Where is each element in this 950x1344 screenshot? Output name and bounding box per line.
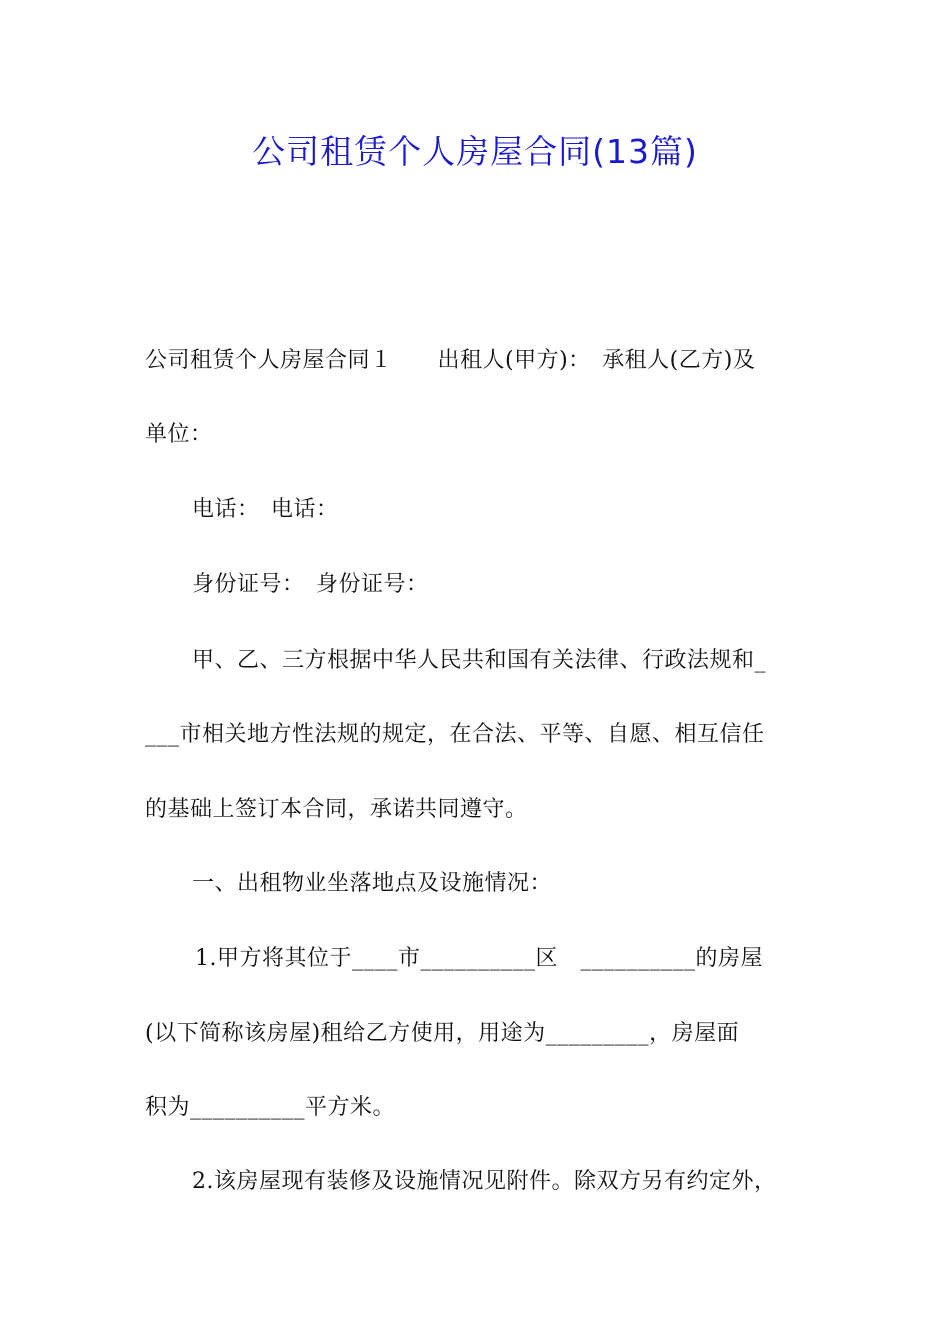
paragraph-line: ___市相关地方性法规的规定，在合法、平等、自愿、相互信任 (145, 722, 765, 747)
document-title: 公司租赁个人房屋合同(13篇) (252, 132, 698, 171)
paragraph-line: 电话： 电话： (192, 497, 339, 522)
paragraph-line: (以下简称该房屋)租给乙方使用，用途为_________，房屋面 (145, 1021, 740, 1046)
paragraph-line: 的基础上签订本合同，承诺共同遵守。 (145, 797, 528, 822)
paragraph-line: 公司租赁个人房屋合同１ 出租人(甲方)： 承租人(乙方)及 (145, 348, 756, 373)
paragraph-line: 甲、乙、三方根据中华人民共和国有关法律、行政法规和_ (192, 648, 767, 673)
paragraph-line: 1.甲方将其位于____市__________区 __________的房屋 (195, 946, 763, 971)
paragraph-line: 积为__________平方米。 (145, 1095, 396, 1120)
paragraph-line: 单位： (145, 422, 213, 447)
paragraph-line: 2.该房屋现有装修及设施情况见附件。除双方另有约定外， (192, 1169, 777, 1194)
paragraph-line: 一、出租物业坐落地点及设施情况： (192, 871, 553, 896)
paragraph-line: 身份证号： 身份证号： (192, 572, 429, 597)
